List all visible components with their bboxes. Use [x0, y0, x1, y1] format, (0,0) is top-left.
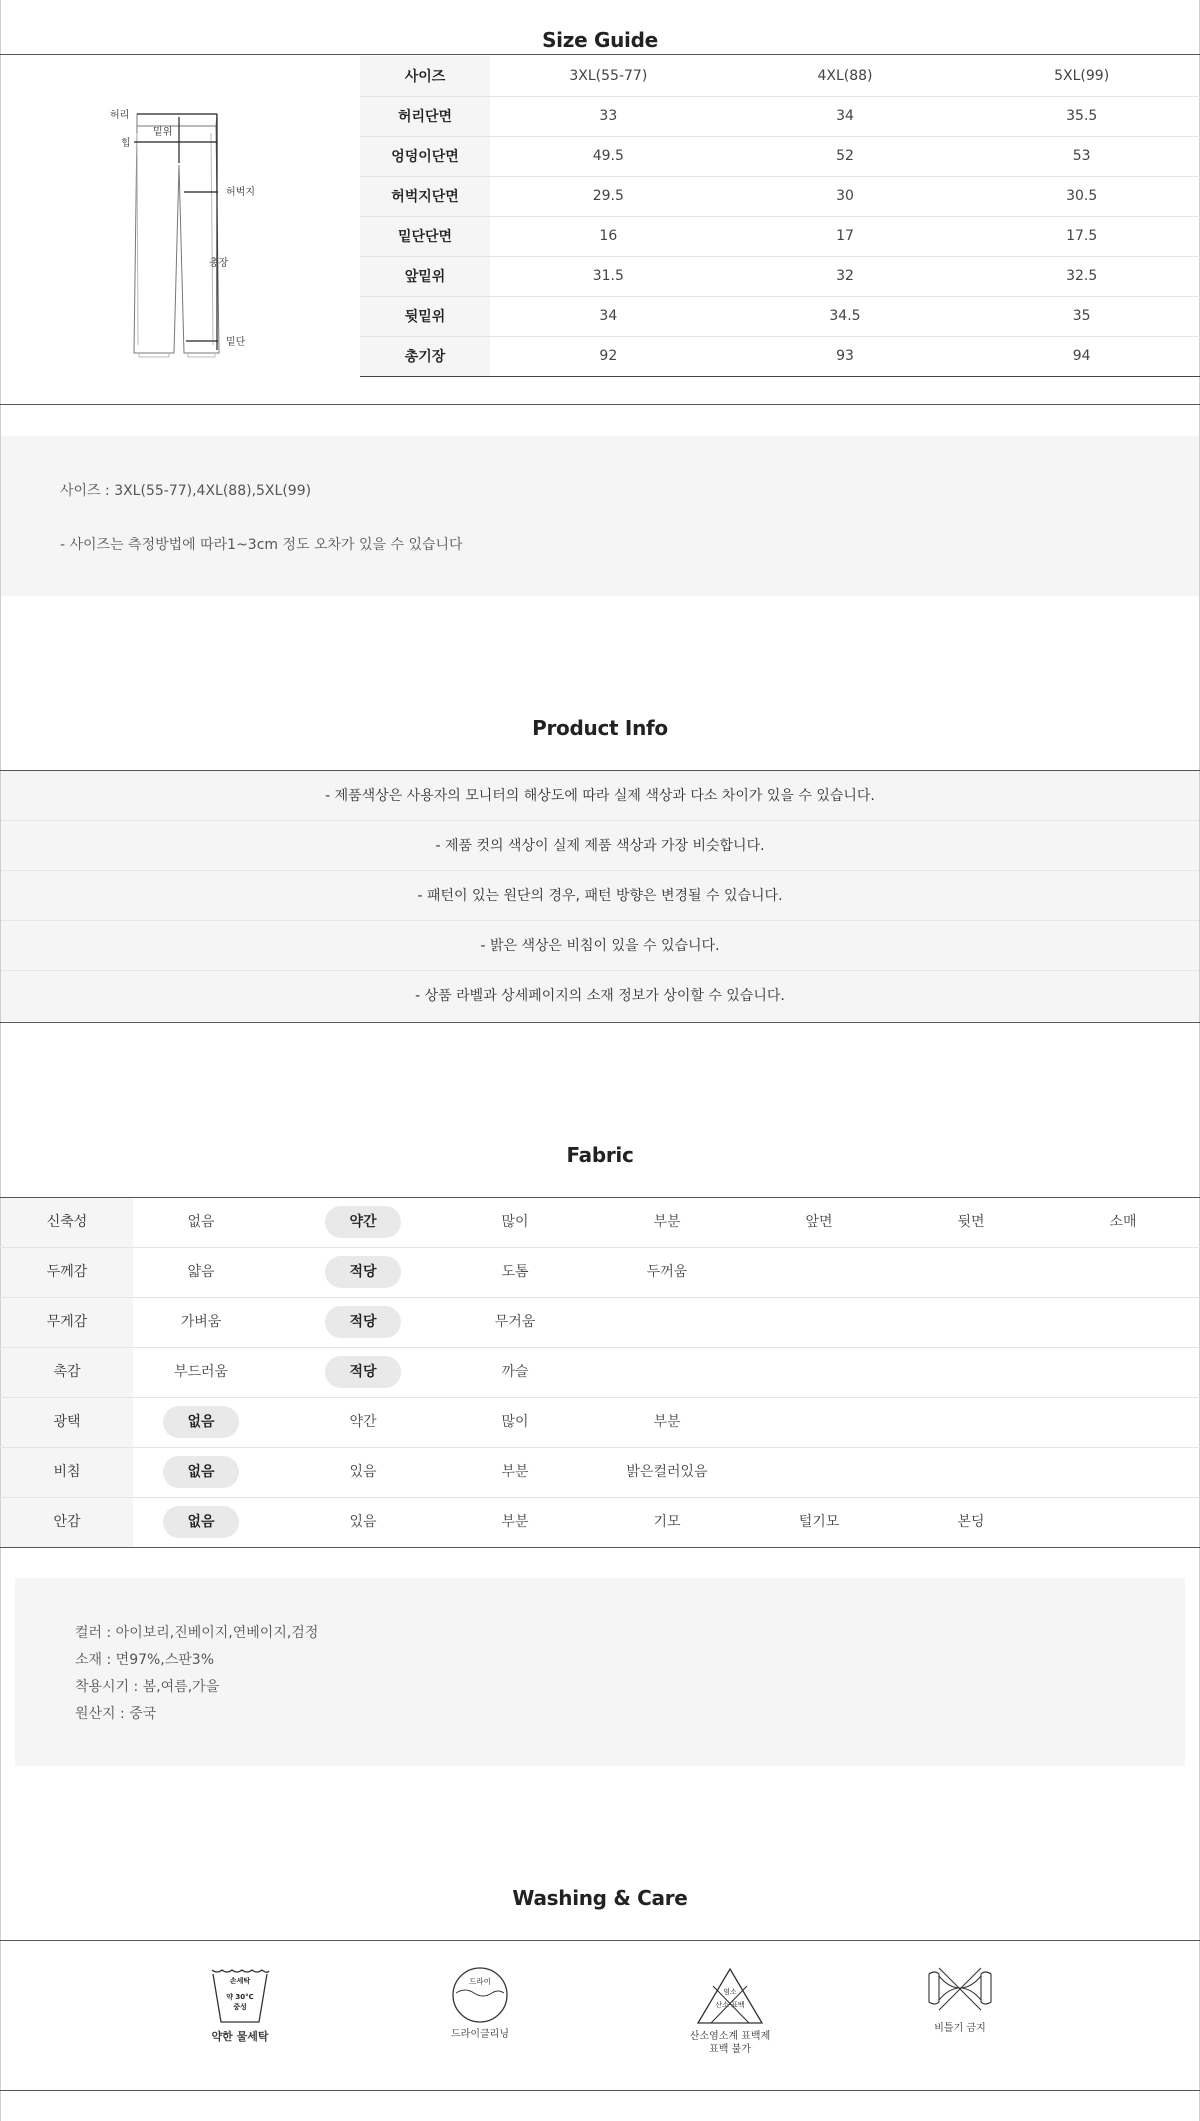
- fabric-option: [906, 1498, 1036, 1547]
- size-cell: 34: [490, 296, 727, 336]
- size-cell: 31.5: [490, 256, 727, 296]
- fabric-option-label: 적당: [325, 1356, 400, 1388]
- fabric-detail-season: 착용시기 : 봄,여름,가을: [75, 1679, 220, 1695]
- fabric-option-label: 소매: [1109, 1214, 1137, 1230]
- fabric-details-box: [15, 1578, 1185, 1766]
- fabric-option: [906, 1198, 1036, 1247]
- tub-text-mid: 약 30°C: [226, 1993, 254, 2001]
- fabric-option-selected: [298, 1298, 428, 1347]
- fabric-row: [0, 1398, 1200, 1448]
- fabric-option: [298, 1498, 428, 1547]
- fabric-option: [1058, 1198, 1188, 1247]
- fabric-option-selected: [298, 1248, 428, 1297]
- size-table-header-row: [360, 56, 1200, 96]
- fabric-option-label: 부드러움: [173, 1364, 229, 1380]
- size-table-row: [360, 136, 1200, 176]
- fabric-detail-origin: 원산지 : 중국: [75, 1706, 157, 1722]
- product-info-title: Product Info: [532, 716, 668, 740]
- fabric-option-label: 도톰: [501, 1264, 529, 1280]
- fabric-row-label: 촉감: [1, 1348, 133, 1397]
- fabric-option: [450, 1448, 580, 1497]
- size-row-label: 엉덩이단면: [360, 136, 490, 176]
- fabric-row: [0, 1498, 1200, 1548]
- product-info-line: - 제품 컷의 색상이 실제 제품 색상과 가장 비슷합니다.: [1, 821, 1199, 871]
- dry-clean-icon: [450, 1966, 510, 2024]
- fabric-option-label: 부분: [653, 1414, 681, 1430]
- care-item-no-bleach: [650, 1966, 810, 2056]
- fabric-row: [0, 1198, 1200, 1248]
- fabric-option: [602, 1398, 732, 1447]
- size-cell: 32.5: [963, 256, 1200, 296]
- fabric-option: [298, 1398, 428, 1447]
- fabric-row: [0, 1248, 1200, 1298]
- fabric-option-label: 많이: [501, 1214, 529, 1230]
- pants-diagram: [100, 95, 300, 375]
- size-row-label: 총기장: [360, 336, 490, 376]
- fabric-row-label: 비침: [1, 1448, 133, 1497]
- divider: [0, 54, 1200, 55]
- size-table-row: [360, 296, 1200, 336]
- fabric-option-selected: [136, 1448, 266, 1497]
- fabric-row-label: 무게감: [1, 1298, 133, 1347]
- size-row-label: 허리단면: [360, 96, 490, 136]
- no-bleach-icon: [695, 1966, 765, 2026]
- product-info-line: - 상품 라벨과 상세페이지의 소재 정보가 상이할 수 있습니다.: [1, 971, 1199, 1021]
- size-cell: 29.5: [490, 176, 727, 216]
- fabric-row-label: 안감: [1, 1498, 133, 1547]
- fabric-option-label: 부분: [501, 1464, 529, 1480]
- fabric-option-label: 본딩: [957, 1514, 985, 1530]
- care-item-dry-clean: [400, 1966, 560, 2056]
- size-table-row: [360, 216, 1200, 256]
- fabric-option: [602, 1248, 732, 1297]
- fabric-option-label: 두꺼움: [646, 1264, 688, 1280]
- fabric-row: [0, 1298, 1200, 1348]
- divider: [0, 2090, 1200, 2091]
- size-note-tolerance: - 사이즈는 측정방법에 따라1~3cm 정도 오차가 있을 수 있습니다: [60, 537, 463, 553]
- size-cell: 35.5: [963, 96, 1200, 136]
- fabric-option: [450, 1248, 580, 1297]
- divider: [0, 404, 1200, 405]
- size-cell: 16: [490, 216, 727, 256]
- tub-text-bot: 중성: [233, 2003, 247, 2011]
- fabric-option-label: 밝은컬러있음: [626, 1464, 708, 1480]
- fabric-option-label: 기모: [653, 1514, 681, 1530]
- fabric-option-selected: [136, 1498, 266, 1547]
- fabric-option-label: 적당: [325, 1306, 400, 1338]
- hand-wash-icon: [209, 1966, 271, 2026]
- size-row-label: 앞밑위: [360, 256, 490, 296]
- care-label: 드라이클리닝: [451, 2029, 509, 2040]
- product-info-line: - 패턴이 있는 원단의 경우, 패턴 방향은 변경될 수 있습니다.: [1, 871, 1199, 921]
- fabric-option-label: 앞면: [805, 1214, 833, 1230]
- size-cell: 52: [727, 136, 964, 176]
- size-cell: 17: [727, 216, 964, 256]
- size-note-sizes: 사이즈 : 3XL(55-77),4XL(88),5XL(99): [60, 483, 312, 499]
- fabric-title: Fabric: [566, 1143, 634, 1167]
- fabric-option-label: 털기모: [798, 1514, 840, 1530]
- fabric-row-label: 두께감: [1, 1248, 133, 1297]
- fabric-option-selected: [298, 1348, 428, 1397]
- size-cell: 30: [727, 176, 964, 216]
- no-wring-icon: [925, 1966, 995, 2012]
- size-header-cell: 5XL(99): [963, 56, 1200, 96]
- size-cell: 34: [727, 96, 964, 136]
- fabric-option: [136, 1198, 266, 1247]
- care-label-line1: 산소염소계 표백제: [689, 2031, 771, 2042]
- fabric-option: [450, 1198, 580, 1247]
- fabric-option: [754, 1498, 884, 1547]
- fabric-option-label: 무거움: [494, 1314, 536, 1330]
- size-cell: 34.5: [727, 296, 964, 336]
- size-table-row: [360, 96, 1200, 136]
- size-note-box: [1, 436, 1199, 596]
- size-cell: 17.5: [963, 216, 1200, 256]
- fabric-option-label: 없음: [163, 1406, 238, 1438]
- fabric-detail-color: 컬러 : 아이보리,진베이지,연베이지,검정: [75, 1625, 319, 1641]
- size-row-label: 허벅지단면: [360, 176, 490, 216]
- washing-title: Washing & Care: [512, 1886, 688, 1910]
- size-cell: 30.5: [963, 176, 1200, 216]
- fabric-option-label: 적당: [325, 1256, 400, 1288]
- size-cell: 92: [490, 336, 727, 376]
- divider: [0, 1940, 1200, 1941]
- fabric-option-label: 있음: [349, 1464, 377, 1480]
- fabric-option: [450, 1398, 580, 1447]
- size-cell: 53: [963, 136, 1200, 176]
- illus-label-rise: 밑위: [153, 127, 173, 138]
- size-cell: 94: [963, 336, 1200, 376]
- size-table-row: [360, 176, 1200, 216]
- size-cell: 33: [490, 96, 727, 136]
- size-header-label: 사이즈: [360, 56, 490, 96]
- fabric-option-label: 얇음: [187, 1264, 215, 1280]
- size-cell: 49.5: [490, 136, 727, 176]
- product-info-line: - 제품색상은 사용자의 모니터의 해상도에 따라 실제 색상과 다소 차이가 있을 수 있습니다.: [1, 771, 1199, 821]
- fabric-option-label: 없음: [163, 1506, 238, 1538]
- fabric-option: [298, 1448, 428, 1497]
- fabric-option-label: 뒷면: [957, 1214, 985, 1230]
- fabric-option-label: 약간: [349, 1414, 377, 1430]
- fabric-row-label: 신축성: [1, 1198, 133, 1247]
- care-label: 비틀기 금지: [934, 2023, 986, 2034]
- size-guide-title: Size Guide: [542, 28, 658, 52]
- fabric-option-label: 가벼움: [180, 1314, 222, 1330]
- fabric-option: [754, 1198, 884, 1247]
- size-cell: 35: [963, 296, 1200, 336]
- fabric-option-label: 있음: [349, 1514, 377, 1530]
- illus-label-hem: 밑단: [226, 337, 246, 348]
- divider: [0, 1547, 1200, 1548]
- size-header-cell: 4XL(88): [727, 56, 964, 96]
- fabric-option: [602, 1198, 732, 1247]
- fabric-option-label: 약간: [325, 1206, 400, 1238]
- illus-label-length: 총장: [209, 258, 229, 269]
- fabric-option-label: 부분: [653, 1214, 681, 1230]
- illus-label-thigh: 허벅지: [226, 187, 255, 198]
- fabric-option-label: 부분: [501, 1514, 529, 1530]
- tri-text-top: 염소: [723, 1988, 737, 1996]
- care-label: 약한 물세탁: [211, 2030, 269, 2043]
- fabric-option: [136, 1298, 266, 1347]
- tri-text-bot: 산소·표백: [715, 2001, 745, 2009]
- size-cell: 32: [727, 256, 964, 296]
- size-row-label: 뒷밑위: [360, 296, 490, 336]
- fabric-option: [136, 1348, 266, 1397]
- fabric-option-selected: [298, 1198, 428, 1247]
- pants-illustration: [100, 95, 300, 375]
- fabric-option-label: 많이: [501, 1414, 529, 1430]
- fabric-option-selected: [136, 1398, 266, 1447]
- size-cell: 93: [727, 336, 964, 376]
- fabric-option-label: 까슬: [501, 1364, 529, 1380]
- fabric-option-label: 없음: [187, 1214, 215, 1230]
- size-table-row: [360, 336, 1200, 376]
- size-header-cell: 3XL(55-77): [490, 56, 727, 96]
- illus-label-hip: 힙: [121, 138, 131, 149]
- dry-circle-text: 드라이: [469, 1977, 491, 1986]
- care-item-hand-wash: [160, 1966, 320, 2056]
- illus-label-waist: 허리: [110, 110, 130, 121]
- care-label-line2: 표백 불가: [709, 2044, 751, 2055]
- product-info-line: - 밝은 색상은 비침이 있을 수 있습니다.: [1, 921, 1199, 971]
- fabric-row-label: 광택: [1, 1398, 133, 1447]
- size-table: [360, 56, 1200, 377]
- size-row-label: 밑단단면: [360, 216, 490, 256]
- fabric-option: [602, 1448, 732, 1497]
- fabric-detail-material: 소재 : 면97%,스판3%: [75, 1652, 215, 1668]
- fabric-row: [0, 1448, 1200, 1498]
- tub-text-top: 손세탁: [229, 1977, 251, 1985]
- fabric-option: [602, 1498, 732, 1547]
- fabric-row: [0, 1348, 1200, 1398]
- fabric-option: [450, 1298, 580, 1347]
- fabric-option-label: 없음: [163, 1456, 238, 1488]
- fabric-option: [450, 1348, 580, 1397]
- fabric-option: [450, 1498, 580, 1547]
- size-table-row: [360, 256, 1200, 296]
- divider: [0, 1022, 1200, 1023]
- fabric-option: [136, 1248, 266, 1297]
- care-item-no-wring: [880, 1966, 1040, 2056]
